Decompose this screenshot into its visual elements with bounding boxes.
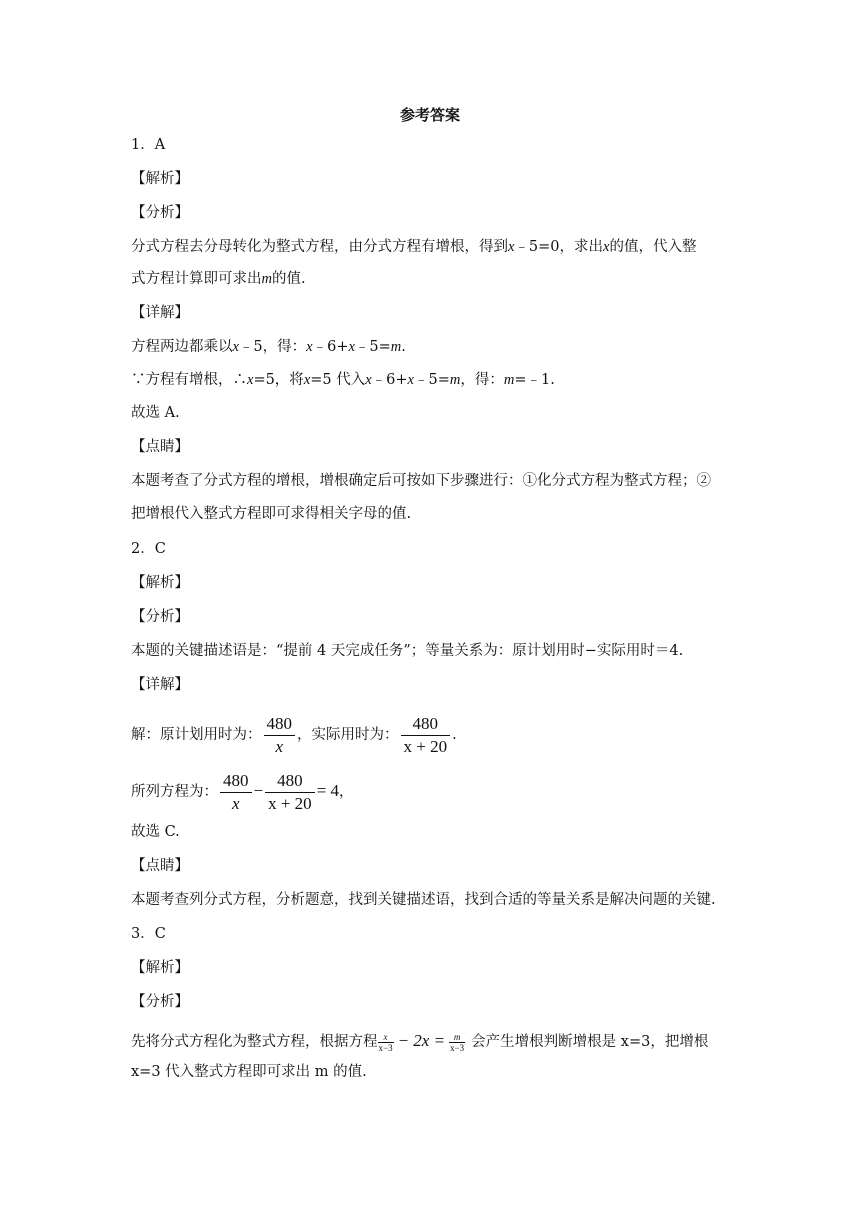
q3-fenxi-line1 xyxy=(131,1026,708,1057)
var-m: m xyxy=(261,271,272,287)
q2-xiangjie-tag: 【详解】 xyxy=(131,677,189,693)
numerator: 480 xyxy=(264,713,296,736)
small-fraction-m-over-x-minus-3 xyxy=(449,1032,465,1053)
q2-xiangjie-line1 xyxy=(131,711,457,759)
q3-fenxi-line2: x=3 代入整式方程即可求出 m 的值. xyxy=(131,1064,367,1080)
q3-answer: 3．C xyxy=(131,926,166,942)
q1-fenxi-tag: 【分析】 xyxy=(131,205,189,221)
fraction-480-over-x xyxy=(264,713,296,758)
q1-answer: 1．A xyxy=(131,137,166,153)
numerator: 480 xyxy=(265,770,315,793)
minus-sign: − xyxy=(253,781,264,800)
text: ﹣5= xyxy=(354,339,391,355)
denominator: x + 20 xyxy=(403,736,448,756)
equals-four: = 4 xyxy=(316,781,340,800)
small-fraction-x-over-x-minus-3 xyxy=(378,1032,394,1053)
text: =﹣1. xyxy=(514,372,555,388)
fraction-480-over-x-plus-20 xyxy=(265,770,315,815)
denominator: x xyxy=(275,736,284,756)
q2-fenxi-line1: 本题的关键描述语是：“提前 4 天完成任务”；等量关系为：原计划用时−实际用时＝4. xyxy=(131,643,684,659)
q3-fenxi-tag: 【分析】 xyxy=(131,994,189,1010)
text: ， xyxy=(339,784,354,800)
var-x: x xyxy=(365,372,372,388)
numerator: 480 xyxy=(220,770,252,793)
q3-jiexi-tag: 【解析】 xyxy=(131,960,189,976)
var-x: x xyxy=(232,339,239,355)
text: ﹣6+ xyxy=(312,339,349,355)
var-m: m xyxy=(503,372,515,388)
minus-2x-equals: − 2x = xyxy=(397,1031,446,1050)
var-x: x xyxy=(508,239,515,255)
text: 解：原计划用时为： xyxy=(131,727,262,743)
text: 先将分式方程化为整式方程，根据方程 xyxy=(131,1034,378,1050)
fraction-480-over-x-plus-20 xyxy=(401,713,451,758)
page-title: 参考答案 xyxy=(399,106,460,124)
text: 式方程计算即可求出 xyxy=(131,271,262,287)
text: ∵方程有增根，∴ xyxy=(131,372,247,388)
text: =5，将 xyxy=(253,372,304,388)
text: ﹣5，得： xyxy=(238,339,307,355)
text: . xyxy=(401,339,406,355)
var-m: m xyxy=(390,339,402,355)
text: 的值，代入整 xyxy=(609,239,697,255)
var-x: x xyxy=(407,372,414,388)
text: ，实际用时为： xyxy=(297,727,399,743)
text: ，得： xyxy=(460,372,504,388)
q1-fenxi-line2 xyxy=(131,269,306,289)
q2-fenxi-tag: 【分析】 xyxy=(131,609,189,625)
numerator: x xyxy=(378,1032,394,1043)
numerator: 480 xyxy=(401,713,451,736)
q2-answer: 2．C xyxy=(131,541,166,557)
q2-dianjing-line1: 本题考查列分式方程，分析题意，找到关键描述语，找到合适的等量关系是解决问题的关键. xyxy=(131,892,716,908)
q1-dianjing-tag: 【点睛】 xyxy=(131,439,189,455)
text: ﹣5=0，求出 xyxy=(514,239,604,255)
fraction-480-over-x xyxy=(220,770,252,815)
q1-xiangjie-line3: 故选 A. xyxy=(131,405,180,421)
q1-jiexi-tag: 【解析】 xyxy=(131,171,189,187)
q2-jiexi-tag: 【解析】 xyxy=(131,575,189,591)
var-x: x xyxy=(603,239,610,255)
text: 方程两边都乘以 xyxy=(131,339,233,355)
text: ﹣6+ xyxy=(371,372,408,388)
denominator: x xyxy=(231,793,240,813)
var-x: x xyxy=(348,339,355,355)
text: . xyxy=(452,727,457,743)
text: ﹣5= xyxy=(413,372,450,388)
q2-xiangjie-line3: 故选 C. xyxy=(131,824,180,840)
text: 会产生增根判断增根是 x=3，把增根 xyxy=(471,1034,709,1050)
var-x: x xyxy=(303,372,311,388)
q1-xiangjie-line2 xyxy=(131,370,555,390)
numerator: m xyxy=(449,1032,465,1043)
denominator: x + 20 xyxy=(268,793,312,813)
var-x: x xyxy=(306,339,313,355)
q1-fenxi-line1 xyxy=(131,237,696,257)
denominator: x−3 xyxy=(378,1042,393,1053)
text: 所列方程为： xyxy=(131,784,218,800)
denominator: x−3 xyxy=(450,1042,465,1053)
text: =5 代入 xyxy=(310,372,366,388)
q2-dianjing-tag: 【点睛】 xyxy=(131,858,189,874)
text: 分式方程去分母转化为整式方程，由分式方程有增根，得到 xyxy=(131,239,508,255)
var-m: m xyxy=(449,372,461,388)
q1-dianjing-line2: 把增根代入整式方程即可求得相关字母的值. xyxy=(131,506,412,522)
q2-xiangjie-line2 xyxy=(131,767,354,816)
var-x: x xyxy=(247,372,254,388)
text: 的值. xyxy=(271,271,306,287)
q1-dianjing-line1: 本题考查了分式方程的增根，增根确定后可按如下步骤进行：①化分式方程为整式方程；② xyxy=(131,473,711,489)
q1-xiangjie-tag: 【详解】 xyxy=(131,305,189,321)
q1-xiangjie-line1 xyxy=(131,337,406,357)
